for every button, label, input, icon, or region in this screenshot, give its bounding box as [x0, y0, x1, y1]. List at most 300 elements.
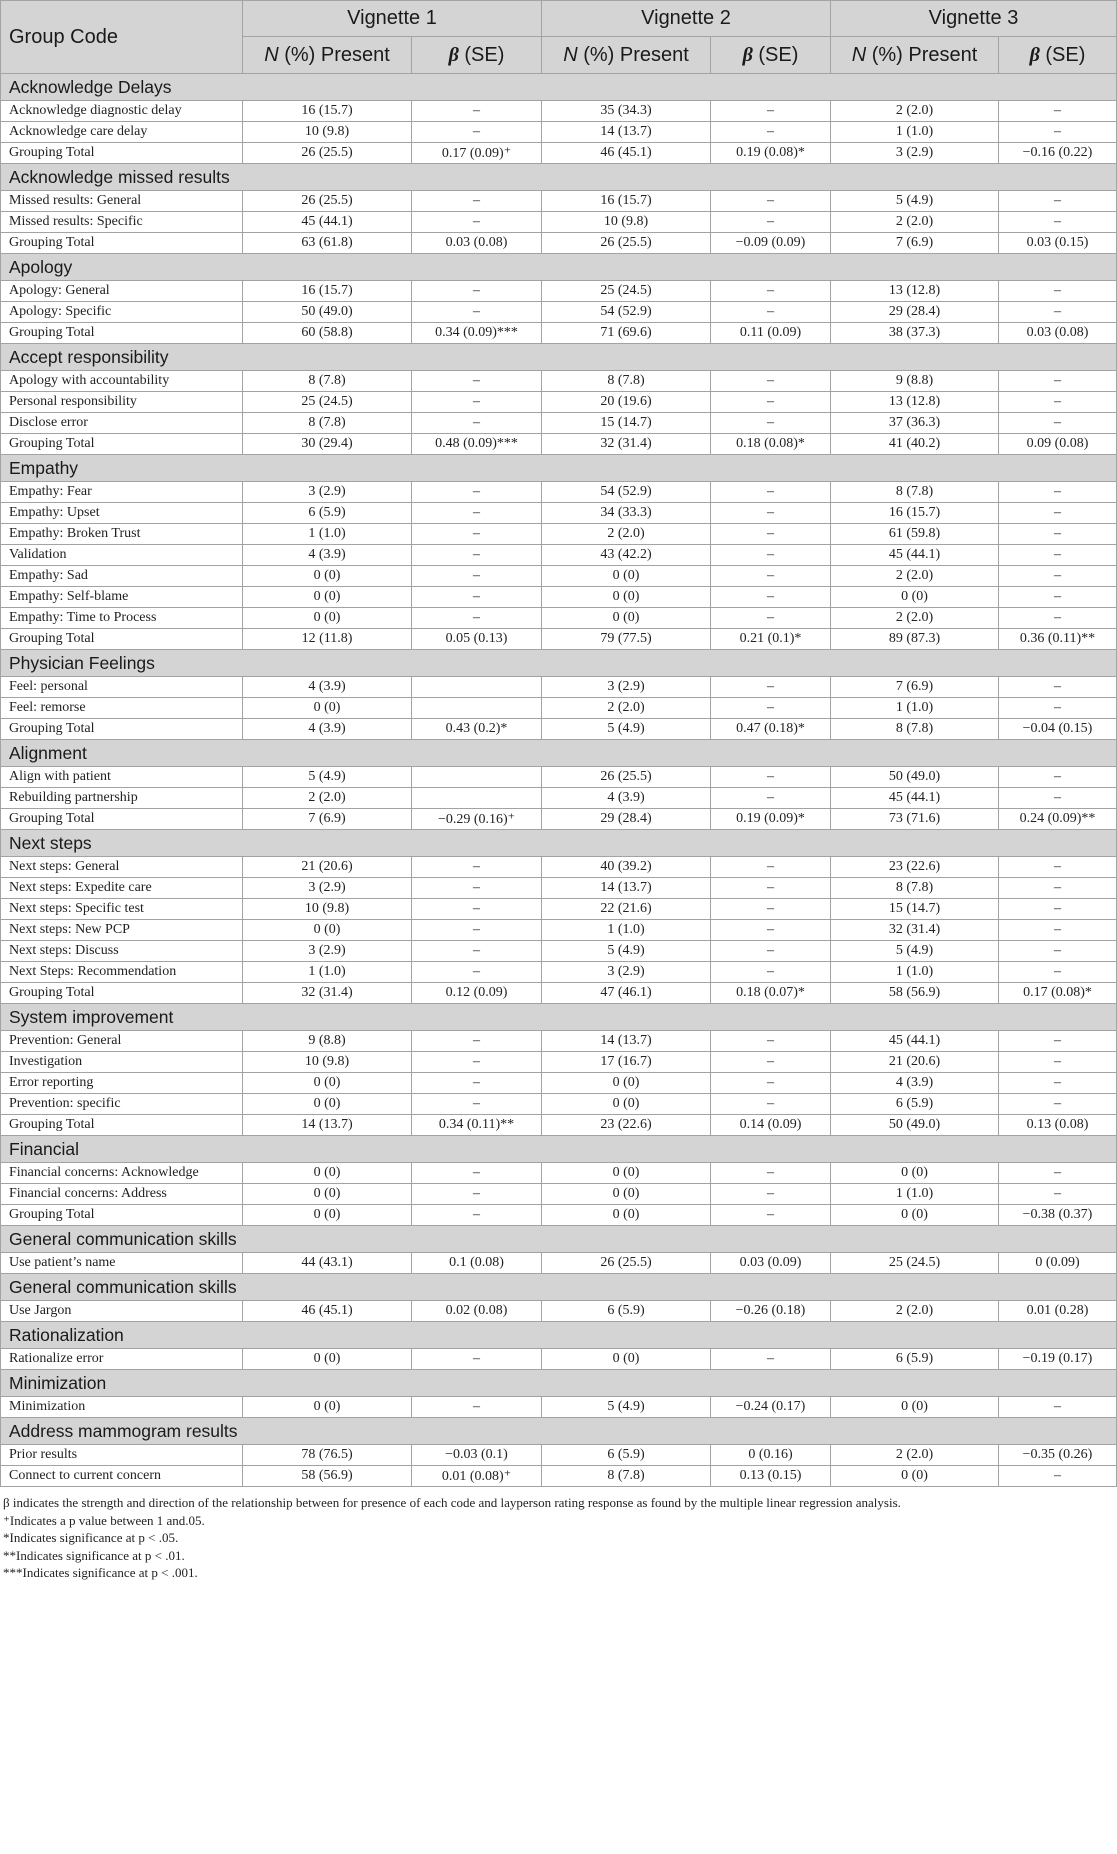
beta-se-cell: 0.13 (0.08): [999, 1115, 1117, 1136]
n-present-cell: 32 (31.4): [542, 434, 711, 455]
n-present-cell: 0 (0): [831, 587, 999, 608]
beta-se-cell: –: [711, 524, 831, 545]
beta-se-cell: −0.16 (0.22): [999, 143, 1117, 164]
n-present-cell: 14 (13.7): [542, 878, 711, 899]
n-present-cell: 26 (25.5): [243, 191, 412, 212]
beta-se-cell: 0.34 (0.11)**: [412, 1115, 542, 1136]
beta-se-cell: −0.26 (0.18): [711, 1301, 831, 1322]
n-present-cell: 50 (49.0): [831, 1115, 999, 1136]
beta-se-cell: 0.47 (0.18)*: [711, 719, 831, 740]
n-present-cell: 0 (0): [831, 1466, 999, 1487]
n-present-cell: 45 (44.1): [831, 545, 999, 566]
beta-se-cell: –: [999, 482, 1117, 503]
table-row: [1, 233, 1117, 254]
n-present-cell: 89 (87.3): [831, 629, 999, 650]
n-present-cell: 10 (9.8): [243, 1052, 412, 1073]
beta-se-cell: –: [412, 1205, 542, 1226]
n-present-cell: 0 (0): [542, 1163, 711, 1184]
row-label: Connect to current concern: [1, 1466, 243, 1487]
group-name: General communication skills: [1, 1226, 1117, 1253]
n-present-cell: 0 (0): [243, 1205, 412, 1226]
group-header-row: [1, 164, 1117, 191]
row-label: Empathy: Broken Trust: [1, 524, 243, 545]
group-header-row: [1, 1322, 1117, 1349]
beta-se-cell: –: [999, 503, 1117, 524]
row-label: Empathy: Fear: [1, 482, 243, 503]
n-present-cell: 5 (4.9): [542, 941, 711, 962]
row-label: Empathy: Self-blame: [1, 587, 243, 608]
beta-se-cell: –: [999, 899, 1117, 920]
n-present-cell: 14 (13.7): [542, 122, 711, 143]
n-present-cell: 58 (56.9): [243, 1466, 412, 1487]
row-label: Rebuilding partnership: [1, 788, 243, 809]
table-row: [1, 191, 1117, 212]
n-present-cell: 32 (31.4): [243, 983, 412, 1004]
beta-se-cell: –: [711, 1052, 831, 1073]
beta-se-cell: –: [412, 101, 542, 122]
footnote-beta: β indicates the strength and direction of the relationship between for presence of each code and layperson rating response as found by the multiple linear regression analysis.: [3, 1495, 901, 1510]
beta-se-cell: –: [711, 1205, 831, 1226]
beta-se-cell: –: [711, 482, 831, 503]
beta-se-cell: –: [711, 371, 831, 392]
beta-se-cell: –: [999, 191, 1117, 212]
table-footnotes: [0, 1487, 1117, 1582]
beta-se-cell: –: [999, 698, 1117, 719]
n-present-cell: 54 (52.9): [542, 302, 711, 323]
beta-se-cell: –: [999, 281, 1117, 302]
n-present-cell: 22 (21.6): [542, 899, 711, 920]
beta-se-cell: 0 (0.09): [999, 1253, 1117, 1274]
n-present-cell: 26 (25.5): [243, 143, 412, 164]
row-label: Use patient’s name: [1, 1253, 243, 1274]
group-name: Alignment: [1, 740, 1117, 767]
group-header-row: [1, 1370, 1117, 1397]
beta-se-header: β (SE): [711, 37, 831, 74]
n-present-cell: 8 (7.8): [831, 719, 999, 740]
n-present-cell: 3 (2.9): [243, 878, 412, 899]
table-body: [1, 74, 1117, 1487]
beta-se-cell: –: [999, 767, 1117, 788]
group-name: Empathy: [1, 455, 1117, 482]
n-present-cell: 45 (44.1): [831, 1031, 999, 1052]
beta-se-cell: –: [412, 545, 542, 566]
n-present-cell: 16 (15.7): [831, 503, 999, 524]
beta-se-cell: [412, 767, 542, 788]
beta-se-cell: 0.17 (0.08)*: [999, 983, 1117, 1004]
n-present-cell: 38 (37.3): [831, 323, 999, 344]
beta-se-cell: –: [711, 767, 831, 788]
n-present-cell: 9 (8.8): [243, 1031, 412, 1052]
n-present-cell: 1 (1.0): [831, 1184, 999, 1205]
group-code-header: Group Code: [1, 1, 243, 74]
beta-se-cell: –: [711, 503, 831, 524]
beta-se-cell: –: [711, 545, 831, 566]
n-present-cell: 0 (0): [542, 587, 711, 608]
n-present-cell: 2 (2.0): [831, 212, 999, 233]
beta-se-cell: –: [999, 1397, 1117, 1418]
n-present-cell: 23 (22.6): [831, 857, 999, 878]
beta-se-cell: –: [999, 1073, 1117, 1094]
footnote-two-star: **Indicates significance at p < .01.: [3, 1547, 185, 1563]
table-row: [1, 587, 1117, 608]
n-present-cell: 6 (5.9): [831, 1349, 999, 1370]
row-label: Acknowledge care delay: [1, 122, 243, 143]
n-present-cell: 16 (15.7): [243, 101, 412, 122]
row-label: Validation: [1, 545, 243, 566]
table-row: [1, 962, 1117, 983]
n-present-cell: 2 (2.0): [243, 788, 412, 809]
row-label: Apology: Specific: [1, 302, 243, 323]
group-name: Rationalization: [1, 1322, 1117, 1349]
n-present-cell: 5 (4.9): [243, 767, 412, 788]
row-label: Empathy: Upset: [1, 503, 243, 524]
beta-se-cell: –: [412, 392, 542, 413]
n-present-cell: 1 (1.0): [831, 698, 999, 719]
n-present-cell: 7 (6.9): [831, 233, 999, 254]
beta-se-cell: –: [711, 1184, 831, 1205]
beta-se-cell: –: [711, 677, 831, 698]
beta-se-cell: –: [999, 677, 1117, 698]
n-present-cell: 2 (2.0): [831, 1301, 999, 1322]
beta-se-cell: −0.35 (0.26): [999, 1445, 1117, 1466]
beta-se-cell: 0.02 (0.08): [412, 1301, 542, 1322]
beta-se-cell: –: [711, 941, 831, 962]
row-label: Next steps: Specific test: [1, 899, 243, 920]
beta-se-cell: –: [999, 1031, 1117, 1052]
table-row: [1, 566, 1117, 587]
beta-se-cell: –: [412, 524, 542, 545]
beta-se-cell: 0.19 (0.08)*: [711, 143, 831, 164]
row-label: Minimization: [1, 1397, 243, 1418]
row-label: Next steps: New PCP: [1, 920, 243, 941]
n-present-cell: 25 (24.5): [243, 392, 412, 413]
table-row: [1, 983, 1117, 1004]
row-label: Grouping Total: [1, 233, 243, 254]
beta-se-cell: 0.12 (0.09): [412, 983, 542, 1004]
table-row: [1, 482, 1117, 503]
n-present-cell: 1 (1.0): [831, 962, 999, 983]
n-present-cell: 23 (22.6): [542, 1115, 711, 1136]
table-row: [1, 1397, 1117, 1418]
beta-se-cell: –: [999, 302, 1117, 323]
beta-se-cell: –: [412, 482, 542, 503]
beta-se-cell: –: [412, 212, 542, 233]
table-row: [1, 392, 1117, 413]
beta-se-cell: 0.01 (0.08)⁺: [412, 1466, 542, 1487]
row-label: Prevention: specific: [1, 1094, 243, 1115]
row-label: Apology: General: [1, 281, 243, 302]
table-row: [1, 1445, 1117, 1466]
table-row: [1, 281, 1117, 302]
table-row: [1, 1184, 1117, 1205]
n-present-cell: 40 (39.2): [542, 857, 711, 878]
table-row: [1, 101, 1117, 122]
row-label: Acknowledge diagnostic delay: [1, 101, 243, 122]
n-present-cell: 3 (2.9): [542, 677, 711, 698]
table-row: [1, 122, 1117, 143]
n-present-cell: 37 (36.3): [831, 413, 999, 434]
table-row: [1, 1031, 1117, 1052]
beta-se-cell: 0.03 (0.08): [412, 233, 542, 254]
table-row: [1, 941, 1117, 962]
n-present-header: N (%) Present: [831, 37, 999, 74]
n-present-cell: 0 (0): [243, 1073, 412, 1094]
table-row: [1, 920, 1117, 941]
row-label: Align with patient: [1, 767, 243, 788]
n-present-cell: 0 (0): [831, 1205, 999, 1226]
beta-se-cell: –: [999, 587, 1117, 608]
table-row: [1, 212, 1117, 233]
beta-se-cell: –: [711, 878, 831, 899]
beta-se-cell: −0.24 (0.17): [711, 1397, 831, 1418]
group-header-row: [1, 254, 1117, 281]
n-present-cell: 14 (13.7): [542, 1031, 711, 1052]
beta-se-cell: 0.48 (0.09)***: [412, 434, 542, 455]
n-present-cell: 29 (28.4): [831, 302, 999, 323]
beta-se-cell: –: [711, 281, 831, 302]
row-label: Grouping Total: [1, 809, 243, 830]
row-label: Prevention: General: [1, 1031, 243, 1052]
n-present-cell: 8 (7.8): [831, 878, 999, 899]
n-present-cell: 4 (3.9): [542, 788, 711, 809]
beta-se-cell: –: [711, 1031, 831, 1052]
beta-se-cell: –: [711, 962, 831, 983]
beta-se-cell: –: [711, 920, 831, 941]
beta-se-cell: [412, 788, 542, 809]
beta-se-cell: –: [999, 413, 1117, 434]
n-present-cell: 78 (76.5): [243, 1445, 412, 1466]
n-present-cell: 34 (33.3): [542, 503, 711, 524]
group-name: System improvement: [1, 1004, 1117, 1031]
beta-se-cell: 0.18 (0.07)*: [711, 983, 831, 1004]
n-present-cell: 17 (16.7): [542, 1052, 711, 1073]
beta-se-cell: –: [412, 1163, 542, 1184]
n-present-cell: 21 (20.6): [831, 1052, 999, 1073]
n-present-cell: 16 (15.7): [243, 281, 412, 302]
beta-se-cell: 0.03 (0.15): [999, 233, 1117, 254]
beta-se-cell: –: [412, 1052, 542, 1073]
beta-se-cell: –: [999, 920, 1117, 941]
group-header-row: [1, 1136, 1117, 1163]
n-present-cell: 21 (20.6): [243, 857, 412, 878]
beta-se-cell: –: [999, 545, 1117, 566]
group-header-row: [1, 455, 1117, 482]
group-name: Minimization: [1, 1370, 1117, 1397]
beta-se-cell: 0.43 (0.2)*: [412, 719, 542, 740]
group-header-row: [1, 830, 1117, 857]
n-present-cell: 32 (31.4): [831, 920, 999, 941]
n-present-cell: 26 (25.5): [542, 767, 711, 788]
beta-se-cell: –: [412, 608, 542, 629]
footnote-one-star: *Indicates significance at p < .05.: [3, 1530, 179, 1545]
n-present-cell: 25 (24.5): [542, 281, 711, 302]
table-row: [1, 1349, 1117, 1370]
n-present-cell: 45 (44.1): [831, 788, 999, 809]
beta-se-cell: 0.18 (0.08)*: [711, 434, 831, 455]
n-present-cell: 0 (0): [243, 920, 412, 941]
vignette-1-header: Vignette 1: [243, 1, 542, 37]
n-present-cell: 29 (28.4): [542, 809, 711, 830]
row-label: Feel: remorse: [1, 698, 243, 719]
n-present-cell: 15 (14.7): [542, 413, 711, 434]
n-present-header: N (%) Present: [542, 37, 711, 74]
n-present-cell: 8 (7.8): [542, 371, 711, 392]
table-row: [1, 899, 1117, 920]
vignette-3-header: Vignette 3: [831, 1, 1117, 37]
beta-se-cell: –: [999, 1163, 1117, 1184]
beta-se-cell: 0.17 (0.09)⁺: [412, 143, 542, 164]
group-header-row: [1, 740, 1117, 767]
beta-se-cell: –: [412, 503, 542, 524]
group-name: Acknowledge Delays: [1, 74, 1117, 101]
row-label: Missed results: Specific: [1, 212, 243, 233]
n-present-cell: 14 (13.7): [243, 1115, 412, 1136]
beta-se-header: β (SE): [999, 37, 1117, 74]
n-present-cell: 4 (3.9): [243, 719, 412, 740]
table-row: [1, 1466, 1117, 1487]
n-present-cell: 0 (0): [243, 587, 412, 608]
n-present-cell: 4 (3.9): [243, 545, 412, 566]
beta-se-cell: –: [999, 524, 1117, 545]
beta-se-cell: –: [999, 371, 1117, 392]
row-label: Personal responsibility: [1, 392, 243, 413]
group-header-row: [1, 344, 1117, 371]
group-header-row: [1, 1418, 1117, 1445]
table-row: [1, 698, 1117, 719]
n-present-cell: 5 (4.9): [542, 1397, 711, 1418]
beta-se-cell: –: [711, 413, 831, 434]
table-row: [1, 857, 1117, 878]
beta-se-cell: –: [412, 302, 542, 323]
n-present-cell: 43 (42.2): [542, 545, 711, 566]
n-present-cell: 0 (0): [542, 1205, 711, 1226]
row-label: Grouping Total: [1, 434, 243, 455]
beta-se-cell: 0.1 (0.08): [412, 1253, 542, 1274]
table-row: [1, 767, 1117, 788]
beta-se-cell: –: [711, 1073, 831, 1094]
beta-se-cell: –: [999, 788, 1117, 809]
table-row: [1, 524, 1117, 545]
beta-se-cell: [412, 677, 542, 698]
n-present-cell: 58 (56.9): [831, 983, 999, 1004]
beta-se-cell: –: [999, 1094, 1117, 1115]
table-row: [1, 323, 1117, 344]
group-name: Next steps: [1, 830, 1117, 857]
table-row: [1, 809, 1117, 830]
n-present-cell: 26 (25.5): [542, 233, 711, 254]
n-present-cell: 5 (4.9): [542, 719, 711, 740]
beta-se-cell: –: [711, 899, 831, 920]
n-present-cell: 13 (12.8): [831, 281, 999, 302]
beta-se-cell: –: [711, 698, 831, 719]
beta-se-cell: –: [412, 899, 542, 920]
footnote-plus: ⁺Indicates a p value between 1 and.05.: [3, 1512, 205, 1528]
beta-se-cell: –: [711, 788, 831, 809]
n-present-cell: 15 (14.7): [831, 899, 999, 920]
n-present-cell: 41 (40.2): [831, 434, 999, 455]
n-present-cell: 10 (9.8): [243, 899, 412, 920]
table-row: [1, 1094, 1117, 1115]
n-present-cell: 0 (0): [243, 698, 412, 719]
beta-se-cell: 0.13 (0.15): [711, 1466, 831, 1487]
beta-se-cell: –: [711, 302, 831, 323]
n-present-cell: 79 (77.5): [542, 629, 711, 650]
beta-se-cell: –: [999, 122, 1117, 143]
n-present-cell: 0 (0): [542, 608, 711, 629]
n-present-cell: 6 (5.9): [831, 1094, 999, 1115]
row-label: Empathy: Sad: [1, 566, 243, 587]
beta-se-cell: –: [999, 962, 1117, 983]
n-present-cell: 7 (6.9): [243, 809, 412, 830]
n-present-cell: 12 (11.8): [243, 629, 412, 650]
beta-se-cell: –: [412, 1031, 542, 1052]
beta-se-cell: −0.04 (0.15): [999, 719, 1117, 740]
group-header-row: [1, 1274, 1117, 1301]
table-row: [1, 413, 1117, 434]
n-present-cell: 8 (7.8): [831, 482, 999, 503]
row-label: Financial concerns: Address: [1, 1184, 243, 1205]
n-present-cell: 3 (2.9): [542, 962, 711, 983]
n-present-cell: 6 (5.9): [542, 1301, 711, 1322]
beta-se-cell: –: [711, 1163, 831, 1184]
n-present-cell: 0 (0): [243, 1184, 412, 1205]
beta-se-cell: –: [711, 608, 831, 629]
beta-se-cell: –: [999, 878, 1117, 899]
row-label: Use Jargon: [1, 1301, 243, 1322]
beta-se-cell: –: [412, 587, 542, 608]
beta-se-cell: −0.03 (0.1): [412, 1445, 542, 1466]
row-label: Grouping Total: [1, 629, 243, 650]
table-row: [1, 1163, 1117, 1184]
beta-se-cell: –: [412, 878, 542, 899]
group-header-row: [1, 1226, 1117, 1253]
n-present-cell: 10 (9.8): [243, 122, 412, 143]
n-present-cell: 5 (4.9): [831, 941, 999, 962]
n-present-cell: 0 (0): [542, 1184, 711, 1205]
table-row: [1, 1052, 1117, 1073]
group-name: General communication skills: [1, 1274, 1117, 1301]
beta-se-cell: –: [711, 212, 831, 233]
row-label: Missed results: General: [1, 191, 243, 212]
beta-se-cell: 0 (0.16): [711, 1445, 831, 1466]
n-present-cell: 44 (43.1): [243, 1253, 412, 1274]
n-present-cell: 60 (58.8): [243, 323, 412, 344]
beta-se-cell: –: [711, 392, 831, 413]
row-label: Empathy: Time to Process: [1, 608, 243, 629]
n-present-cell: 35 (34.3): [542, 101, 711, 122]
n-present-header: N (%) Present: [243, 37, 412, 74]
n-present-cell: 3 (2.9): [831, 143, 999, 164]
table-header: [1, 1, 1117, 74]
beta-se-cell: −0.29 (0.16)⁺: [412, 809, 542, 830]
beta-se-cell: –: [999, 1466, 1117, 1487]
row-label: Feel: personal: [1, 677, 243, 698]
n-present-cell: 16 (15.7): [542, 191, 711, 212]
n-present-cell: 4 (3.9): [243, 677, 412, 698]
beta-se-cell: 0.21 (0.1)*: [711, 629, 831, 650]
n-present-cell: 46 (45.1): [542, 143, 711, 164]
beta-se-cell: −0.38 (0.37): [999, 1205, 1117, 1226]
n-present-cell: 4 (3.9): [831, 1073, 999, 1094]
table-row: [1, 1253, 1117, 1274]
beta-se-cell: –: [711, 1094, 831, 1115]
beta-se-cell: –: [999, 1052, 1117, 1073]
n-present-cell: 0 (0): [542, 566, 711, 587]
n-present-cell: 0 (0): [542, 1094, 711, 1115]
n-present-cell: 5 (4.9): [831, 191, 999, 212]
n-present-cell: 2 (2.0): [542, 524, 711, 545]
beta-se-cell: –: [412, 857, 542, 878]
